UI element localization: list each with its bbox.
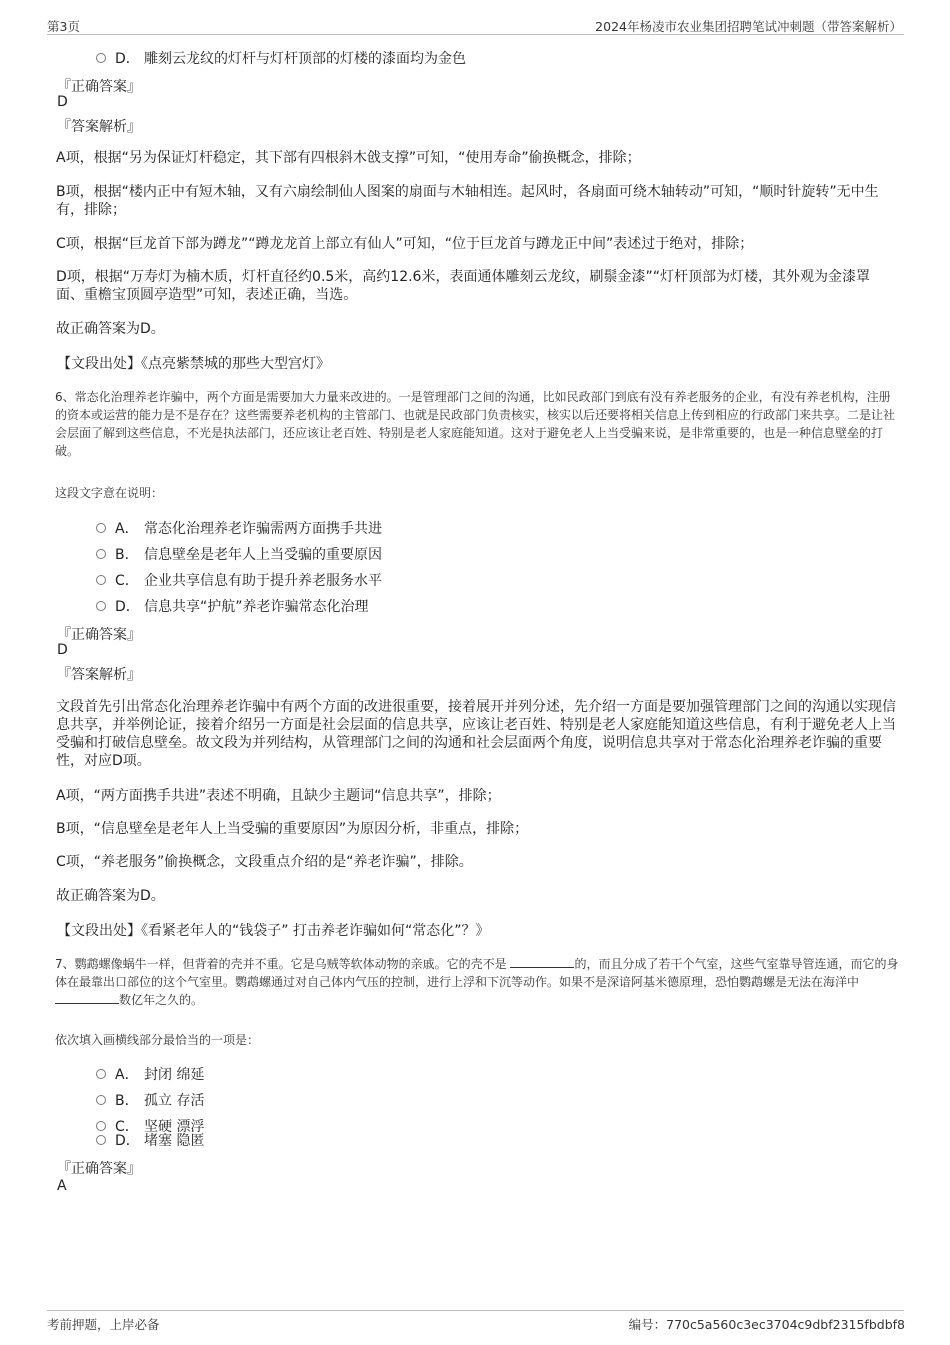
q5-source: 【文段出处】《点亮紫禁城的那些大型宫灯》 — [57, 356, 330, 372]
footer-rule — [47, 1310, 904, 1311]
q6-answer: D — [57, 642, 68, 658]
radio-icon[interactable] — [96, 575, 106, 585]
radio-icon[interactable] — [96, 601, 106, 611]
radio-icon[interactable] — [96, 1121, 106, 1131]
blank-1 — [510, 955, 574, 968]
document-id: 编号：770c5a560c3ec3704c9dbf2315fbdbf8 — [628, 1317, 905, 1332]
q5-analysis-c: C项，根据“巨龙首下部为蹲龙”“蹲龙龙首上部立有仙人”可知，“位于巨龙首与蹲龙正中间”表述过于绝对，排除； — [56, 236, 754, 252]
q6-stem: 6、常态化治理养老诈骗中，两个方面是需要加大力量来改进的。一是管理部门之间的沟通，比如民政部门到底有没有养老服务的企业，有没有养老机构，注册的资本或运营的能力是不是存在？这些需要养老机构的主管部门、也就是民政部门负责核实，核实以后还要将相关信息上传到相应的行政部门来共享。二是让社会层面了解到这些信息，不光是执法部门，还应该让老百姓、特别是老人家庭能知道。这对于避免老人上当受骗来说，是非常重要的，也是一种信息壁垒的打破。 — [55, 390, 896, 458]
q5-analysis-a: A项，根据“另为保证灯杆稳定，其下部有四根斜木戗支撑”可知，“使用寿命”偷换概念，排除； — [56, 150, 641, 166]
q7-answer: A — [57, 1178, 67, 1194]
q6-conclusion: 故正确答案为D。 — [56, 888, 165, 904]
q6-analysis-b: B项，“信息壁垒是老年人上当受骗的重要原因”为原因分析，非重点，排除； — [56, 821, 529, 837]
q7-answer-label: 『正确答案』 — [57, 1161, 141, 1177]
radio-icon[interactable] — [96, 549, 106, 559]
page-number: 第3页 — [47, 19, 80, 34]
document-title: 2024年杨凌市农业集团招聘笔试冲刺题（带答案解析） — [595, 19, 902, 34]
q5-analysis-label: 『答案解析』 — [57, 119, 141, 135]
q6-source: 【文段出处】《看紧老年人的“钱袋子” 打击养老诈骗如何“常态化”？》 — [57, 923, 490, 939]
blank-2 — [55, 991, 119, 1004]
q7-stem: 7、鹦鹉螺像蜗牛一样，但背着的壳并不重。它是乌贼等软体动物的亲戚。它的壳不是 的，而且分成了若干个气室，这些气室靠导管连通，而它的身体在最靠出口部位的这个气室里。鹦鹉螺通过对自己体内气压的控制，进行上浮和下沉等动作。如果不是深谙阿基米德原理，恐怕鹦鹉螺是无法在海洋中 数亿年之久的。 — [55, 957, 899, 1007]
q6-analysis-main: 文段首先引出常态化治理养老诈骗中有两个方面的改进很重要，接着展开并列分述，先介绍一方面是要加强管理部门之间的沟通以实现信息共享，并举例论证，接着介绍另一方面是社会层面的信息共享，应该让老百姓、特别是老人家庭能知道这些信息，有利于避免老人上当受骗和打破信息壁垒。故文段为并列结构，从管理部门之间的沟通和社会层面两个角度，说明信息共享对于常态化治理养老诈骗的重要性，对应D项。 — [56, 699, 896, 769]
q6-answer-label: 『正确答案』 — [57, 627, 141, 643]
q6-analysis-a: A项，“两方面携手共进”表述不明确，且缺少主题词“信息共享”，排除； — [56, 788, 501, 804]
radio-icon[interactable] — [96, 1069, 106, 1079]
radio-icon[interactable] — [96, 523, 106, 533]
radio-icon[interactable] — [96, 1095, 106, 1105]
q5-answer-label: 『正确答案』 — [57, 79, 141, 95]
q7-prompt: 依次填入画横线部分最恰当的一项是： — [55, 1033, 260, 1047]
q5-analysis-d: D项，根据“万寿灯为楠木质，灯杆直径约0.5米，高约12.6米，表面通体雕刻云龙纹，刷鬃金漆”“灯杆顶部为灯楼，其外观为金漆罩面、重檐宝顶圆亭造型”可知，表述正确，当选。 — [56, 269, 870, 303]
q6-prompt: 这段文字意在说明： — [55, 486, 164, 500]
header-rule — [47, 34, 904, 35]
q5-analysis-b: B项，根据“楼内正中有短木轴，又有六扇绘制仙人图案的扇面与木轴相连。起风时，各扇面可绕木轴转动”可知，“顺时针旋转”无中生有，排除； — [56, 184, 879, 218]
radio-icon[interactable] — [96, 53, 106, 63]
q6-analysis-label: 『答案解析』 — [57, 667, 141, 683]
q5-answer: D — [57, 94, 68, 110]
q6-analysis-c: C项，“养老服务”偷换概念，文段重点介绍的是“养老诈骗”，排除。 — [56, 854, 473, 870]
radio-icon[interactable] — [96, 1135, 106, 1145]
footer-slogan: 考前押题，上岸必备 — [47, 1317, 160, 1332]
q5-conclusion: 故正确答案为D。 — [56, 321, 165, 337]
